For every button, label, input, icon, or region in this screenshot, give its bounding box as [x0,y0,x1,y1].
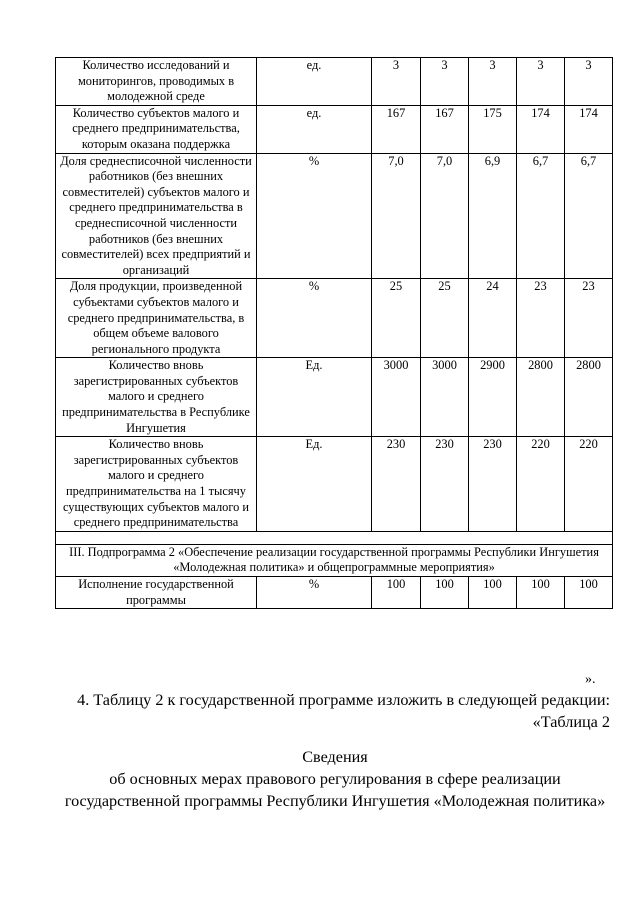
indicators-table [55,57,613,609]
value-cell: 6,7 [565,153,613,279]
value-cell: 167 [421,105,469,153]
value-cell: 220 [517,437,565,532]
value-cell: 23 [517,279,565,358]
value-cell: 3 [469,58,517,106]
value-cell: 3 [565,58,613,106]
table-row [56,153,613,279]
value-cell: 3000 [372,358,421,437]
value-cell: 220 [565,437,613,532]
value-cell: 6,7 [517,153,565,279]
value-cell: 3 [421,58,469,106]
indicators-table-body [56,58,613,609]
value-cell: 230 [372,437,421,532]
table-row [56,279,613,358]
amendment-paragraph [0,689,610,733]
blank-cell [56,531,613,544]
table-caption: «Таблица 2 [532,713,610,731]
value-cell: 230 [421,437,469,532]
indicator-name-cell: Количество вновь зарегистрированных субъектов малого и среднего предпринимательства в Республике Ингушетия [56,358,257,437]
subprogram-header-row [56,544,613,576]
section-heading [0,746,640,812]
value-cell: 23 [565,279,613,358]
value-cell: 3 [372,58,421,106]
value-cell: 230 [469,437,517,532]
table-row [56,437,613,532]
value-cell: 100 [517,577,565,609]
value-cell: 25 [421,279,469,358]
subprogram-header-cell: III. Подпрограмма 2 «Обеспечение реализации государственной программы Республики Ингушетия «Молодежная политика» и общепрограммные мероприятия» [56,544,613,576]
value-cell: 7,0 [421,153,469,279]
unit-cell: Ед. [257,358,372,437]
value-cell: 174 [517,105,565,153]
indicator-name-cell: Исполнение государственной программы [56,577,257,609]
blank-row [56,531,613,544]
heading-line-3: государственной программы Республики Ингушетия «Молодежная политика» [64,792,606,810]
value-cell: 7,0 [372,153,421,279]
value-cell: 175 [469,105,517,153]
value-cell: 100 [469,577,517,609]
table-row [56,58,613,106]
unit-cell: % [257,153,372,279]
unit-cell: ед. [257,58,372,106]
unit-cell: % [257,279,372,358]
indicator-name-cell: Доля продукции, произведенной субъектами субъектов малого и среднего предпринимательства, в общем объеме валового регионального продукта [56,279,257,358]
value-cell: 24 [469,279,517,358]
value-cell: 174 [565,105,613,153]
value-cell: 167 [372,105,421,153]
value-cell: 25 [372,279,421,358]
value-cell: 100 [565,577,613,609]
table-row [56,577,613,609]
value-cell: 3000 [421,358,469,437]
value-cell: 2800 [517,358,565,437]
table-row [56,105,613,153]
value-cell: 100 [372,577,421,609]
value-cell: 100 [421,577,469,609]
amendment-text: 4. Таблицу 2 к государственной программе изложить в следующей редакции: [77,691,610,709]
indicator-name-cell: Количество субъектов малого и среднего предпринимательства, которым оказана поддержка [56,105,257,153]
heading-line-2: об основных мерах правового регулирования в сфере реализации [109,770,561,788]
indicator-name-cell: Количество вновь зарегистрированных субъектов малого и среднего предпринимательства на 1 тысячу существующих субъектов малого и среднего предпринимательства [56,437,257,532]
indicator-name-cell: Количество исследований и мониторингов, проводимых в молодежной среде [56,58,257,106]
value-cell: 2800 [565,358,613,437]
indicator-name-cell: Доля среднесписочной численности работников (без внешних совместителей) субъектов малого и среднего предпринимательства в среднесписочной численности работников (без внешних совместителей) всех предприятий и организаций [56,153,257,279]
value-cell: 6,9 [469,153,517,279]
value-cell: 2900 [469,358,517,437]
table-row [56,358,613,437]
unit-cell: Ед. [257,437,372,532]
heading-title: Сведения [302,748,368,766]
unit-cell: ед. [257,105,372,153]
unit-cell: % [257,577,372,609]
value-cell: 3 [517,58,565,106]
closing-quote-mark: ». [585,672,596,687]
